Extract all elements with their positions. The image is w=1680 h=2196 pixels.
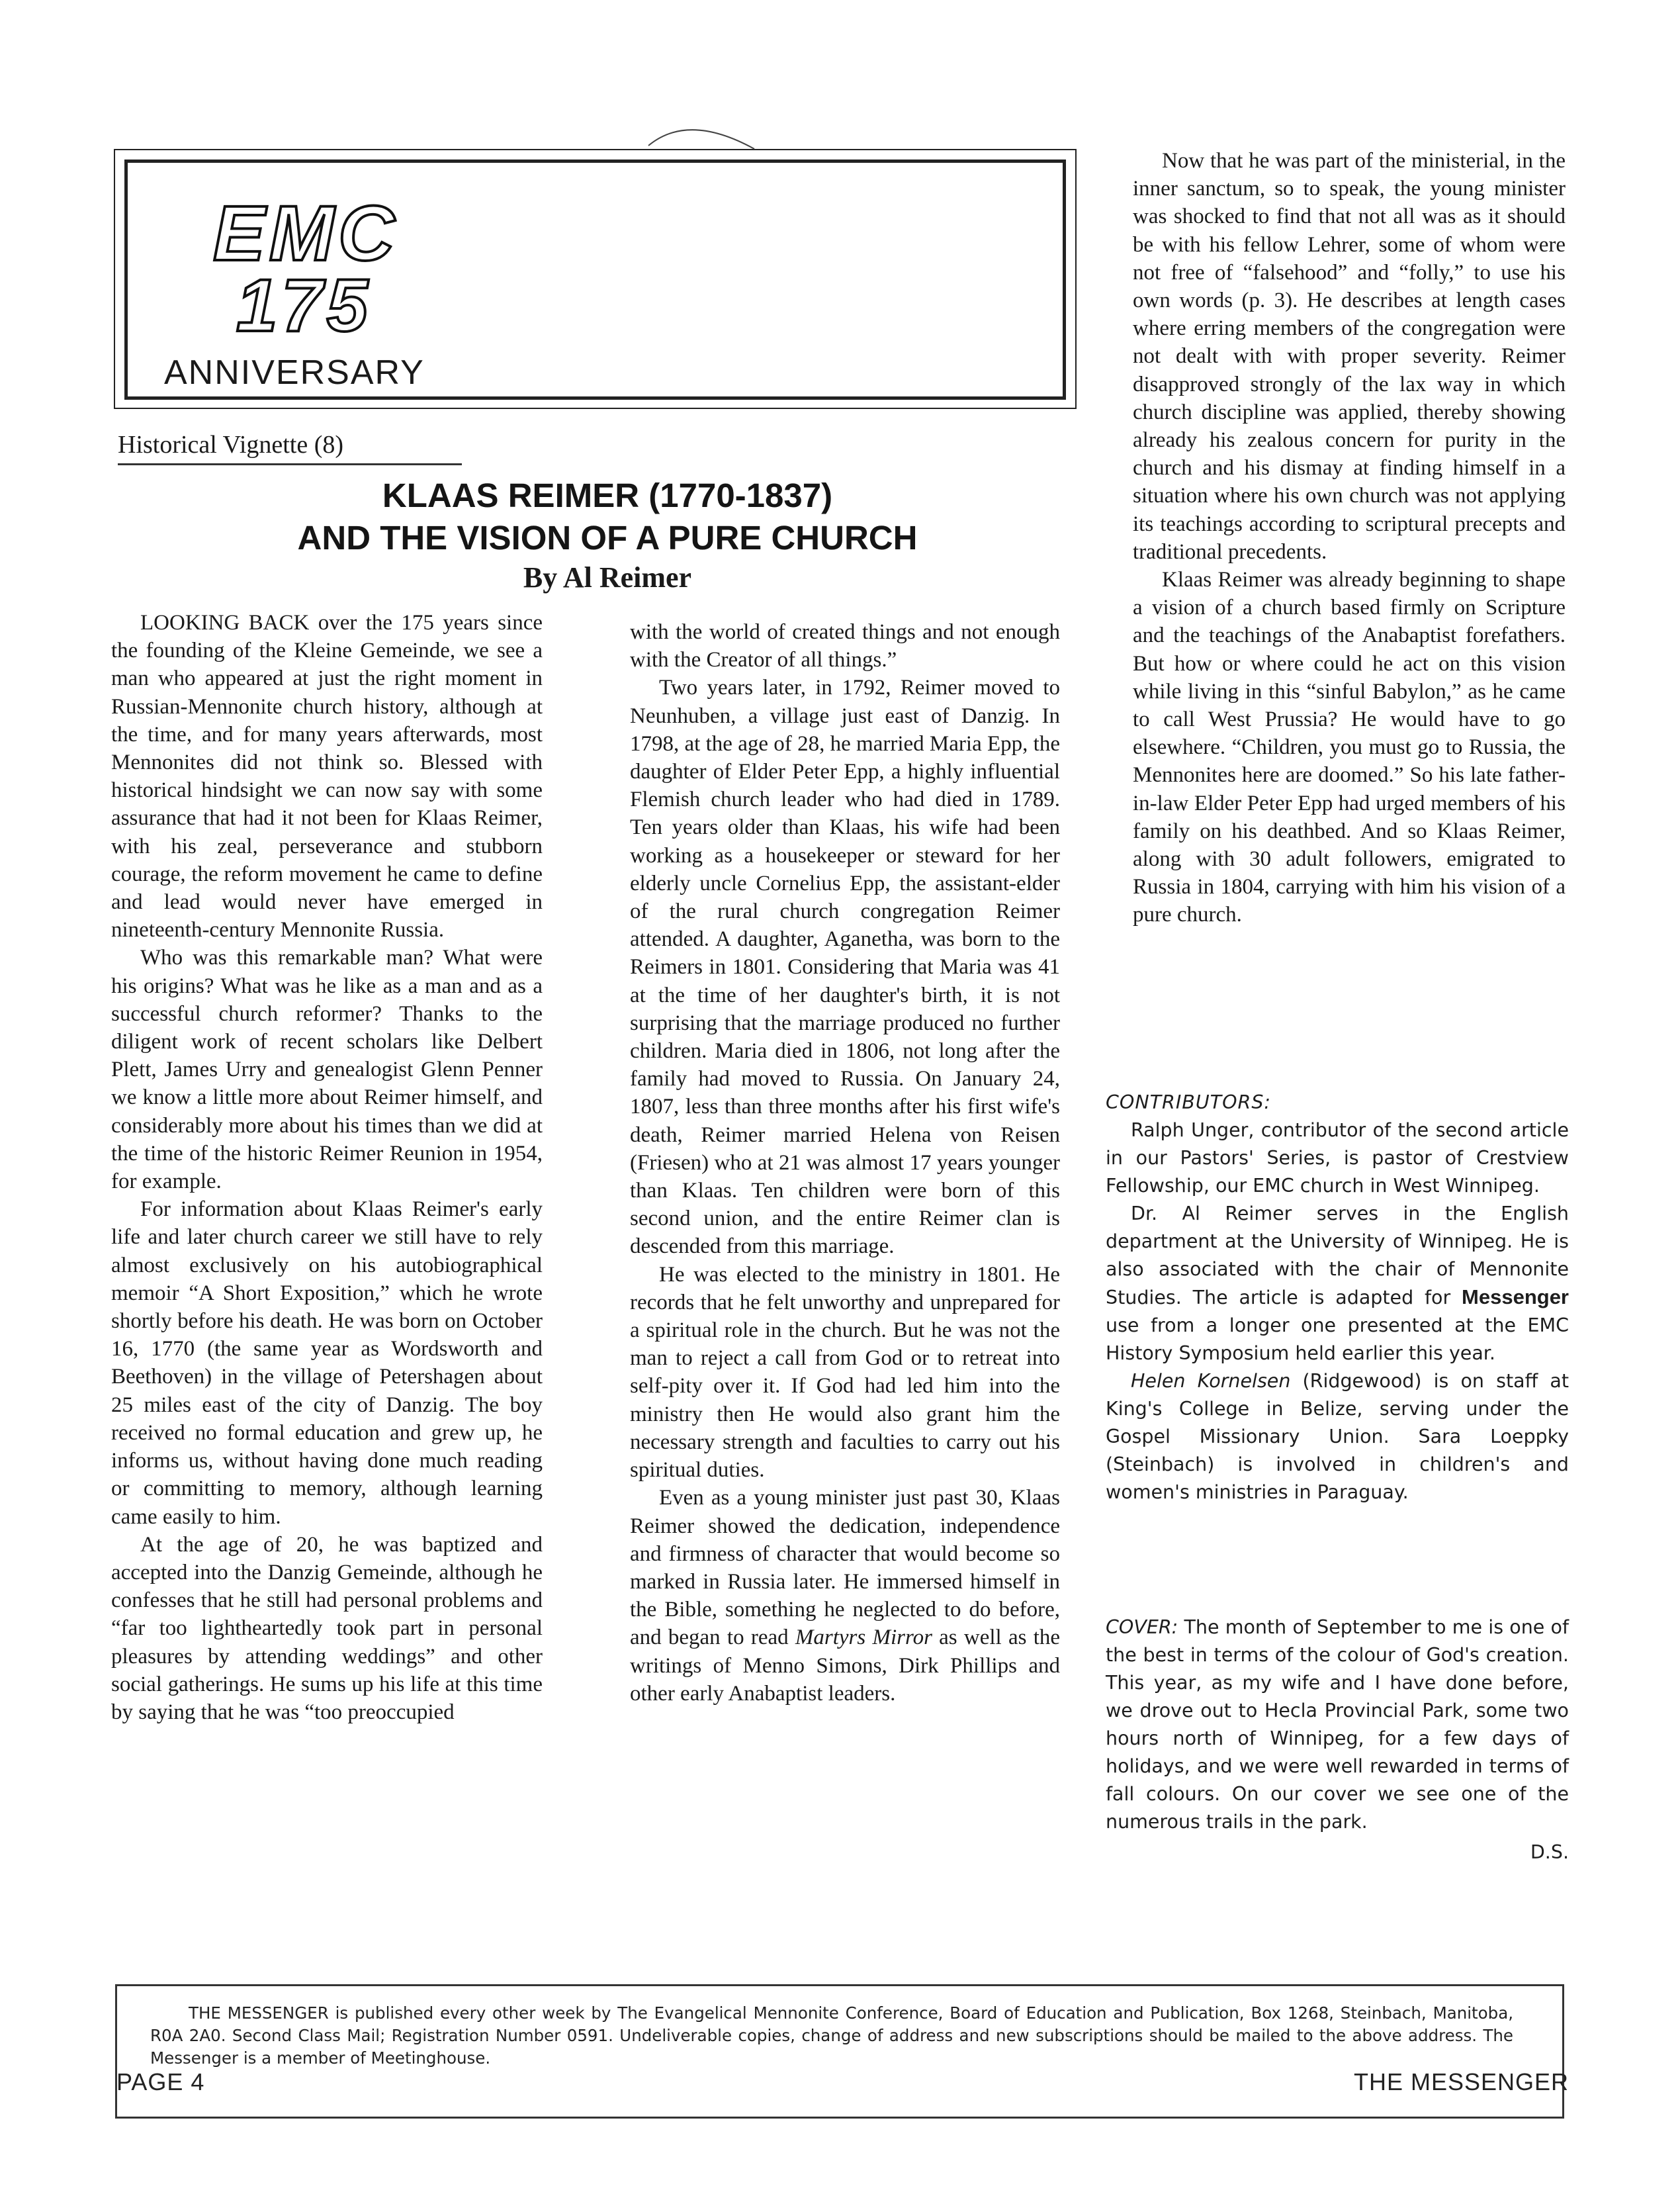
col2-paragraph-1: with the world of created things and not enough with the Creator of all things.” [630,620,1060,672]
article-title-line1: KLAAS REIMER (1770-1837) [382,477,833,514]
col2-paragraph-3: He was elected to the ministry in 1801. He records that he felt unworthy and unprepared for a spiritual role in the church. But he was not the man to reject a call from God or to retreat into self-pity over it. If God had led him into the ministry then He would also grant him the necessary strength and faculties to carry out his spiritual duties. [630,1262,1060,1483]
publication-name-footer: THE MESSENGER [1353,2068,1569,2095]
col1-paragraph-3: For information about Klaas Reimer's early life and later church career we still have to rely almost exclusively on his autobiographical memoir “A Short Exposition,” which he wrote shortly before his death. He was born on October 16, 1770 (the same year as Wordsworth and Beethoven) in the village of Petershagen about 25 miles east of the city of Danzig. The boy received no formal education and grew up, he informs us, without having done much reading or committing to memory, although learning came easily to him. [111,1197,543,1529]
cover-text: The month of September to me is one of the best in terms of the colour of God's creation. This year, as my wife and I have done before, we drove out to Hecla Provincial Park, some two hours north of Winnipeg, for a few days of holidays, and we were well rewarded in terms of fall colours. On our cover we see one of the numerous trails in the park. [1106,1616,1569,1833]
col1-paragraph-4: At the age of 20, he was baptized and accepted into the Danzig Gemeinde, although he confesses that he still had personal problems and “far too lightheartedly took part in personal pleasures by attending weddings” and other social gatherings. He sums up his life at this time by saying that he was “too preoccupied [111,1532,543,1724]
publication-info-box [115,1984,1564,2119]
cover-paragraph [1106,1614,1569,1836]
publication-info-text: THE MESSENGER is published every other week by The Evangelical Mennonite Conference, Board of Education and Publication, Box 1268, Steinbach, Manitoba, R0A 2A0. Second Class Mail; Registration Number 0591. Undeliverable copies, change of address and new subscriptions should be mailed to the above address. The Messenger is a member of Meetinghouse. [150,2003,1513,2068]
col2-paragraph-2: Two years later, in 1792, Reimer moved to Neunhuben, a village just east of Danzig. In 1798, at the age of 28, he married Maria Epp, the daughter of Elder Peter Epp, a highly influential Flemish church leader who had died in 1789. Ten years older than Klaas, his wife had been working as a housekeeper or steward for her elderly uncle Cornelius Epp, the assistant-elder of the rural church congregation Reimer attended. A daughter, Aganetha, was born to the Reimers in 1801. Considering that Maria was 41 at the time of her daughter's birth, it is not surprising that the marriage produced no further children. Maria died in 1806, not long after the family had moved to Russia. On January 24, 1807, less than three months after his first wife's death, Reimer married Helena von Reisen (Friesen) who at 21 was almost 17 years younger than Klaas. Ten children were born of this second union, and the entire Reimer clan is descended from this marriage. [630,676,1060,1259]
article-byline: By Al Reimer [523,561,692,594]
cover-label: COVER: [1106,1616,1178,1638]
anniversary-logo-box [114,149,1077,409]
contributors-p2-text-c: use from a longer one presented at the EMC History Symposium held earlier this year. [1106,1314,1569,1364]
col2-p4-book-title: Martyrs Mirror [795,1625,932,1650]
page-number: PAGE 4 [116,2068,205,2095]
contributors-paragraph-3 [1106,1367,1569,1506]
cover-note [1106,1614,1569,1866]
contributors-p2-messenger: Messenger [1462,1285,1569,1308]
col2-p4-text-c: as well as the writings of Menno Simons, Dirk Phillips and other early Anabaptist leaders. [630,1625,1061,1706]
contributors-paragraph-2 [1106,1200,1569,1367]
col2-paragraph-4 [630,1484,1060,1708]
contributors-section [1106,1089,1569,1506]
col1-paragraph-1: LOOKING BACK over the 175 years since the founding of the Kleine Gemeinde, we see a man who appeared at just the right moment in Russian-Mennonite church history, although at the time, and for many years afterwards, most Mennonites did not think so. Blessed with historical hindsight we can now say with some assurance that had it not been for Klaas Reimer, with his zeal, perseverance and stubborn courage, the reform movement he came to define and lead would never have emerged in nineteenth-century Mennonite Russia. [111,611,543,942]
contributors-paragraph-1: Ralph Unger, contributor of the second article in our Pastors' Series, is pastor of Crestview Fellowship, our EMC church in West Winnipeg. [1106,1119,1569,1197]
col1-paragraph-2: Who was this remarkable man? What were his origins? What was he like as a man and as a successful church reformer? Thanks to the diligent work of recent scholars like Delbert Plett, James Urry and genealogist Glenn Penner we know a little more about Reimer himself, and considerably more about his times than we did at the time of the historic Reimer Reunion in 1954, for example. [111,946,543,1194]
article-title-line2: AND THE VISION OF A PURE CHURCH [297,519,918,557]
article-column-3 [1133,147,1566,929]
decorative-arc [642,119,774,159]
logo-anniversary: ANNIVERSARY [164,353,425,392]
article-column-2 [630,618,1060,1708]
col3-paragraph-1: Now that he was part of the ministerial, in the inner sanctum, so to speak, the young minister was shocked to find that not all was as it should be with his fellow Lehrer, some of whom were not free of “falsehood” and “folly,” to use his own words (p. 3). He describes at length cases where erring members of the congregation were not dealt with with proper severity. Reimer disapproved strongly of the lax way in which church discipline was applied, thereby showing already his zealous concern for purity in the church and his dismay at finding himself in a situation where his own church was not applying its teachings according to scriptural precepts and traditional precedents. [1133,149,1566,564]
contributors-heading: CONTRIBUTORS: [1106,1091,1272,1113]
article-column-1 [111,609,543,1726]
contributors-p2-text-a: Dr. Al Reimer serves in the English department at the University of Winnipeg. He is also associated with the chair of Mennonite Studies. The article is adapted for [1106,1203,1569,1308]
logo-emc: EMC [213,190,399,277]
cover-signature: D.S. [1530,1841,1569,1863]
col3-paragraph-2: Klaas Reimer was already beginning to shape a vision of a church based firmly on Scripture and the teachings of the Anabaptist forefathers. But how or where could he act on this vision while living in this “sinful Babylon,” as he came to call West Prussia? He would have to go elsewhere. “Children, you must go to Russia, the Mennonites here are doomed.” So his late father-in-law Elder Peter Epp had urged members of his family on his deathbed. And so Klaas Reimer, along with 30 adult followers, emigrated to Russia in 1804, carrying with him his vision of a pure church. [1133,568,1566,927]
vignette-label: Historical Vignette (8) [118,430,462,465]
contributors-p3-name: Helen Kornelsen [1131,1370,1291,1392]
logo-175: 175 [236,264,372,347]
contributors-p3-text: (Ridgewood) is on staff at King's College in Belize, serving under the Gospel Missionary Union. Sara Loeppky (Steinbach) is involved in children's and women's ministries in Paraguay. [1106,1370,1569,1503]
col2-p4-text-a: Even as a young minister just past 30, Klaas Reimer showed the dedication, independence and firmness of character that would become so marked in Russia later. He immersed himself in the Bible, something he neglected to do before, and began to read [630,1486,1060,1650]
